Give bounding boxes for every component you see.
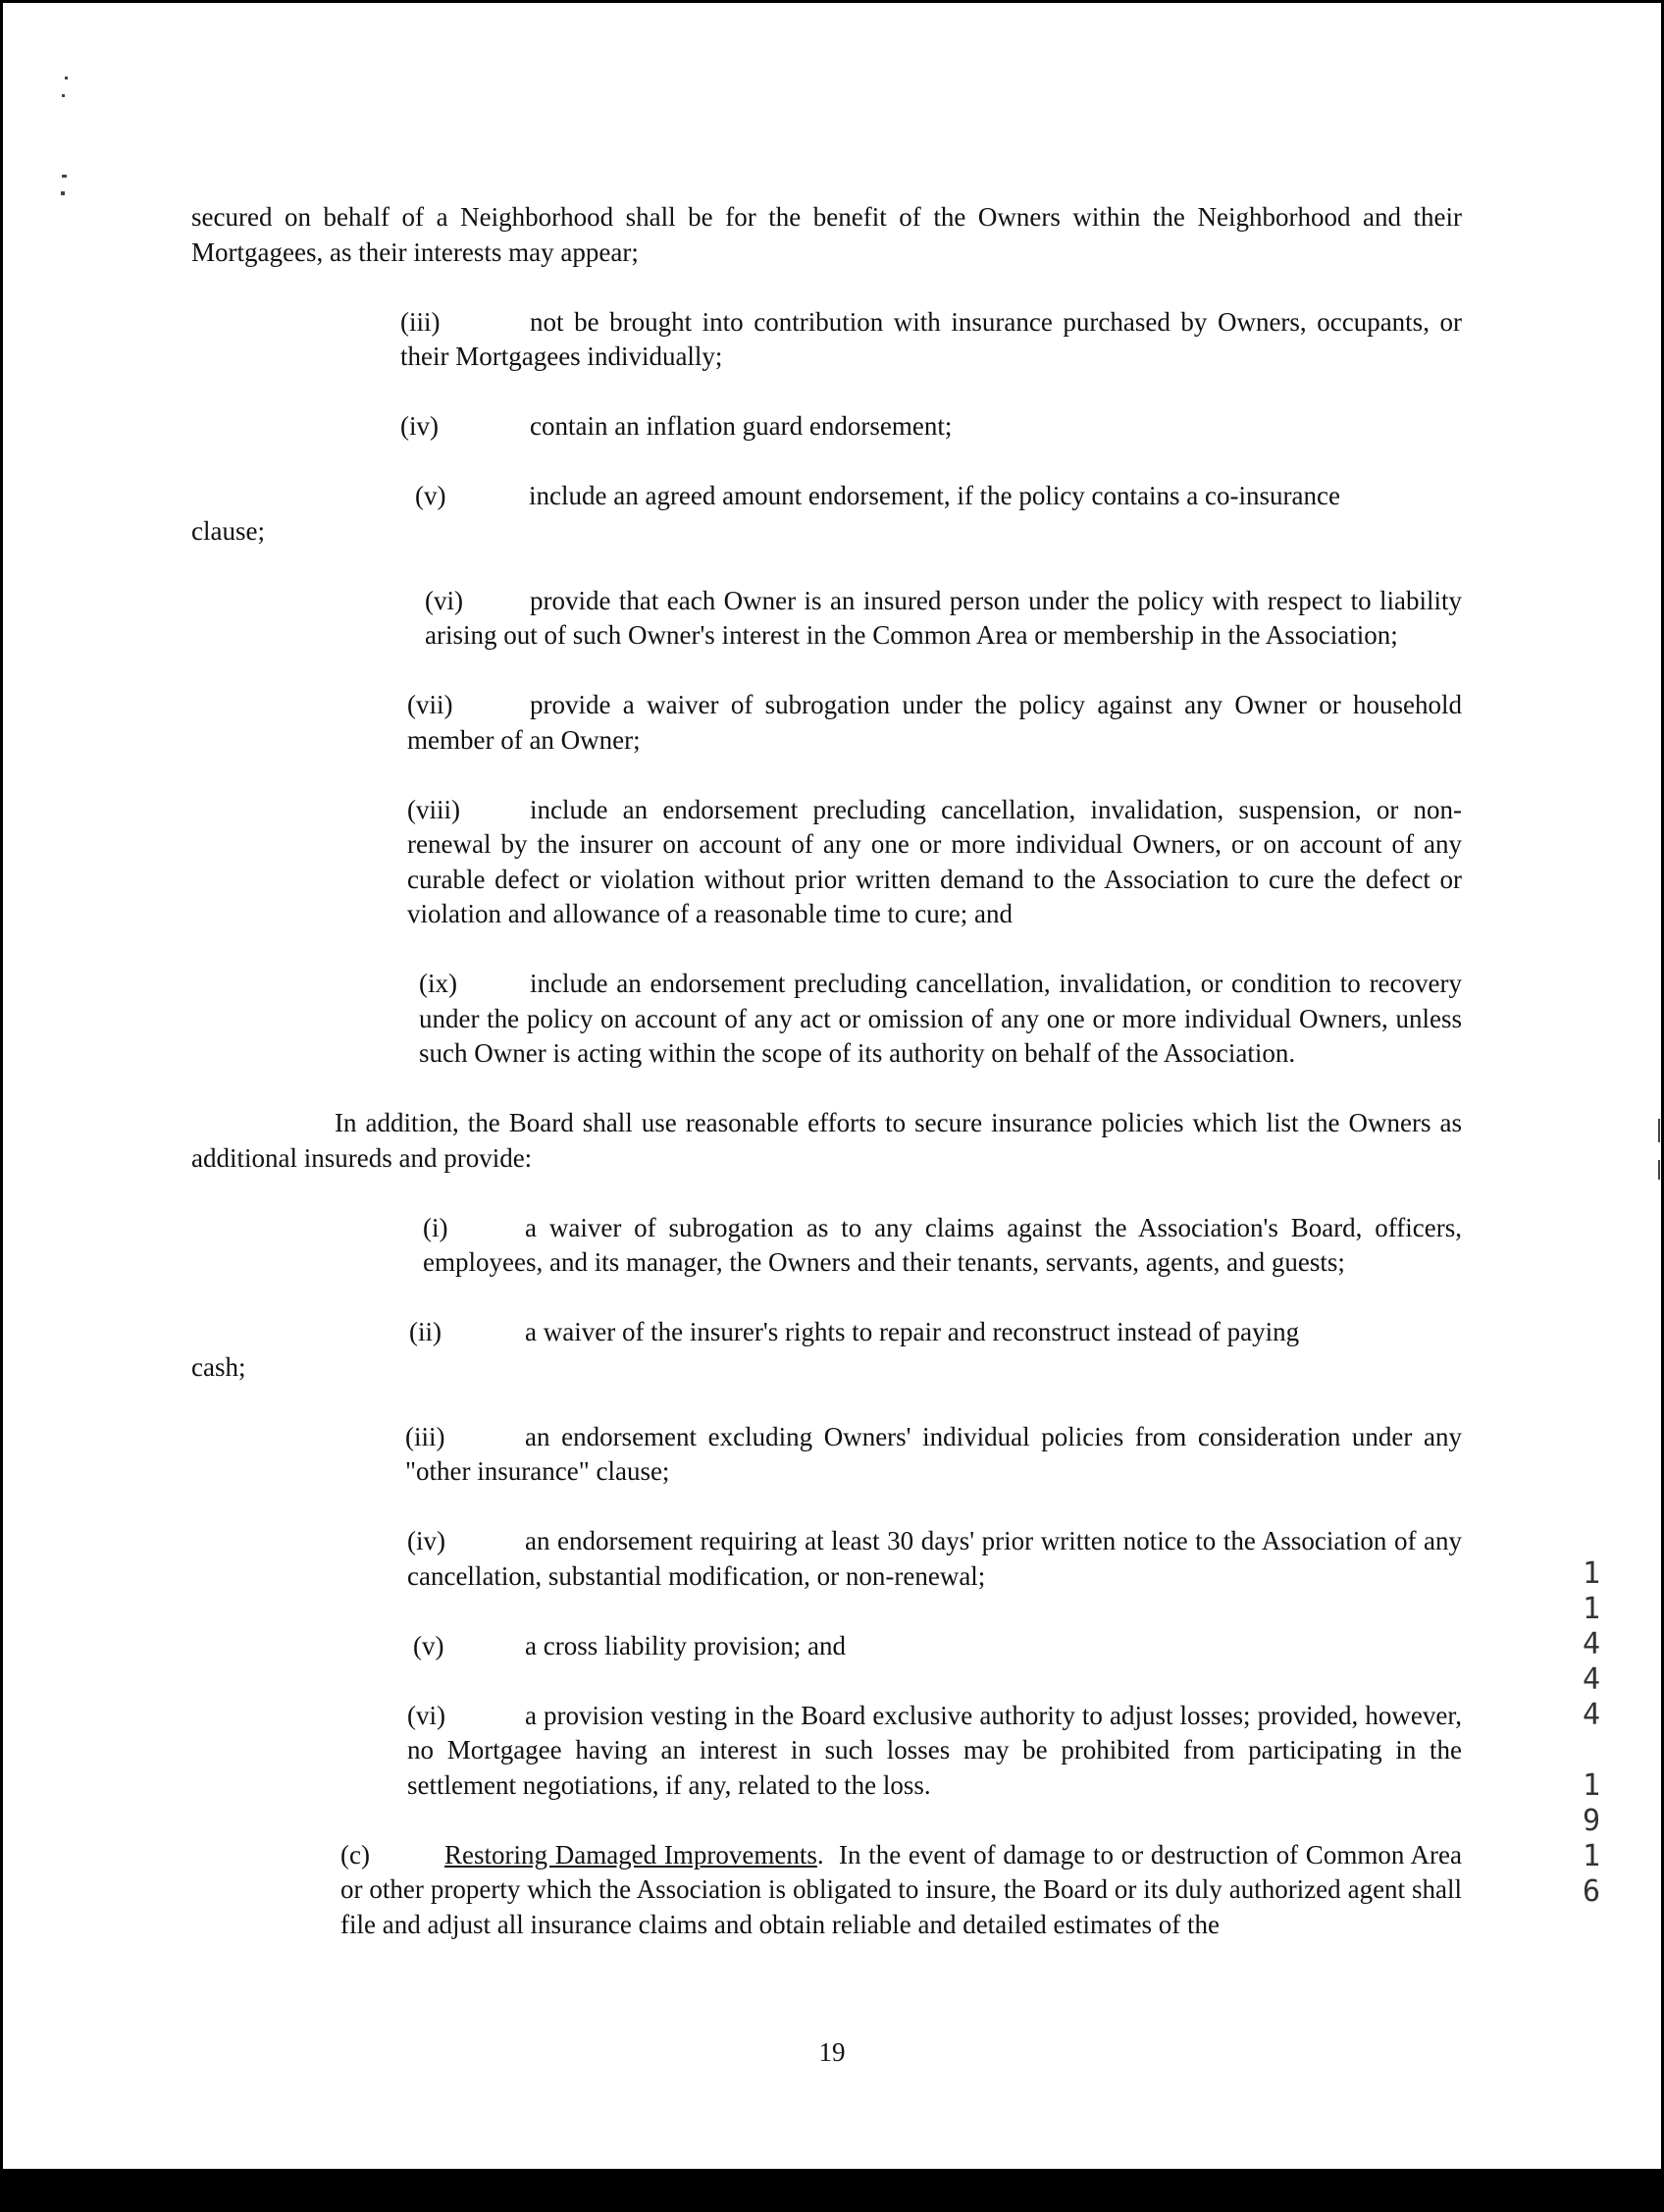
list-item: (iv) contain an inflation guard endorsement; [400,411,953,441]
list-item: (vi) a provision vesting in the Board exclusive authority to adjust losses; provided, however, no Mortgagee having an interest in such losses may be prohibited from participating in the settlement negotiations, if any, related to the loss. [407,1700,1462,1800]
paragraph: secured on behalf of a Neighborhood shall be for the benefit of the Owners within the Neighborhood and their Mortgagees, as their interests may appear; [191,202,1462,267]
scan-speck [62,175,67,178]
scan-speck [1658,1119,1660,1142]
stamp-gap [1572,1733,1611,1768]
list-item-continuation: clause; [191,515,265,546]
stamp-digit: 1 [1582,1592,1601,1626]
list-item: (viii) include an endorsement precluding cancellation, invalidation, suspension, or non-renewal by the insurer on account of any one or more individual Owners, or on account of any curable defect or violation without prior written demand to the Association to cure the defect or violation and allowance of a reasonable time to cure; and [407,794,1462,928]
list-item: (v) include an agreed amount endorsement, if the policy contains a co-insurance [415,481,1340,510]
heading-period: . [816,1839,824,1870]
scan-border-top [0,0,1664,3]
stamp-digit: 9 [1582,1804,1601,1838]
list-item: (vii) provide a waiver of subrogation under the policy against any Owner or household member of an Owner; [407,690,1462,755]
stamp-digit: 6 [1582,1874,1601,1909]
list-item-continuation: cash; [191,1351,246,1382]
list-item: (ix) include an endorsement precluding cancellation, invalidation, or condition to recovery under the policy on account of any act or omission of any one or more individual Owners, unless such Owner is acting within the scope of its authority on behalf of the Association. [419,969,1462,1068]
list-item: (iii) an endorsement excluding Owners' individual policies from consideration under any "other insurance" clause; [405,1421,1462,1486]
section-paragraph: (c) Restoring Damaged Improvements. In the event of damage to or destruction of Common Area or other property which the Association is obligated to insure, the Board or its duly authorized agent shall file and adjust all insurance claims and obtain reliable and detailed estimates of the [340,1839,1462,1939]
list-item: (iv) an endorsement requiring at least 30 days' prior written notice to the Association of any cancellation, substantial modification, or non-renewal; [407,1526,1462,1591]
margin-stamp [1572,1556,1611,1910]
scan-speck [65,77,68,79]
stamp-digit: 4 [1582,1627,1601,1661]
section-heading: Restoring Damaged Improvements [444,1839,817,1870]
stamp-digit: 1 [1582,1768,1601,1803]
scan-border-left [0,0,3,2212]
list-item: (ii) a waiver of the insurer's rights to repair and reconstruct instead of paying [409,1317,1300,1346]
list-item: (vi) provide that each Owner is an insured person under the policy with respect to liability arising out of such Owner's interest in the Common Area or membership in the Association; [425,585,1462,650]
stamp-digit: 4 [1582,1662,1601,1697]
document-body [191,200,1462,1977]
scan-border-bottom [0,2169,1664,2212]
list-item: (i) a waiver of subrogation as to any claims against the Association's Board, officers, employees, and its manager, the Owners and their tenants, servants, agents, and guests; [423,1212,1462,1277]
scan-speck [61,191,65,195]
stamp-digit: 4 [1582,1698,1601,1732]
paragraph: In addition, the Board shall use reasonable efforts to secure insurance policies which list the Owners as additional insureds and provide: [191,1108,1462,1173]
scan-speck [62,94,65,97]
stamp-digit: 1 [1582,1556,1601,1591]
scan-speck [1658,1160,1660,1180]
list-item: (iii) not be brought into contribution with insurance purchased by Owners, occupants, or their Mortgagees individually; [400,306,1462,371]
stamp-digit: 1 [1582,1839,1601,1873]
page-number: 19 [818,2037,846,2067]
list-item: (v) a cross liability provision; and [413,1630,846,1660]
